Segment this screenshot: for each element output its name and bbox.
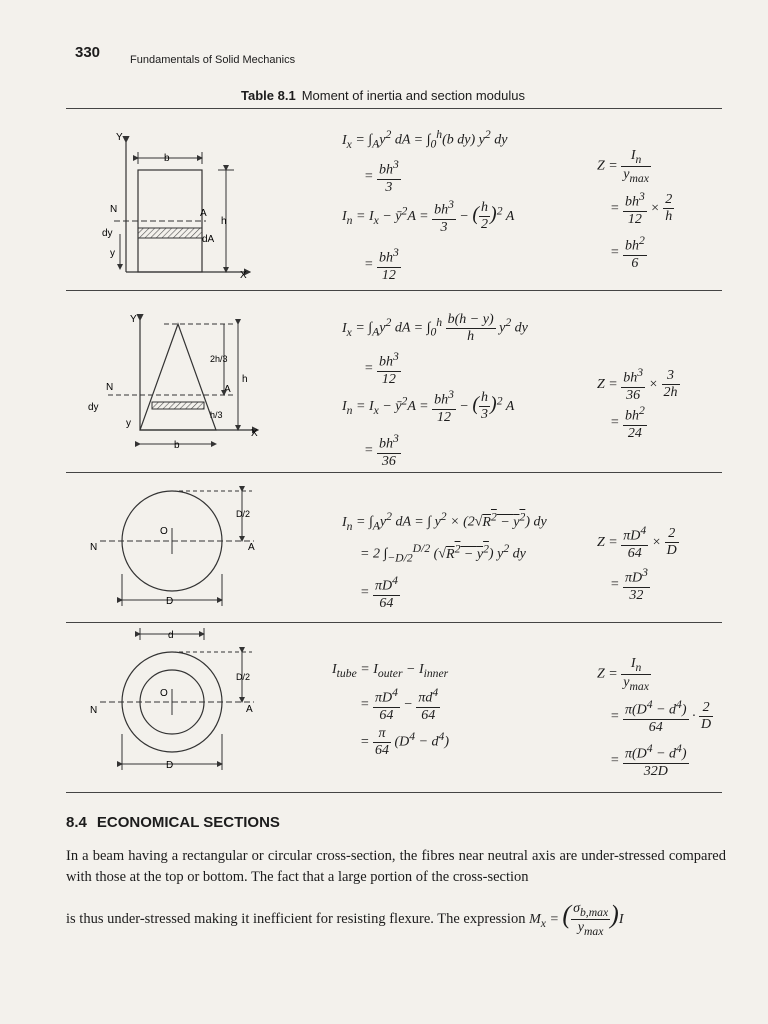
tube-inertia-line-2: = $\frac{\pi D^4}{64}$ − $\frac{\pi d^4}{64}$	[360, 686, 439, 723]
tube-section-figure	[86, 626, 266, 776]
tube-modulus-line-2: = $\frac{\pi(D^4 - d^4)}{64}$ · $\frac{2}{D}$	[610, 698, 712, 735]
rectangle-section-figure	[100, 124, 270, 284]
tube-inertia-line-1: $I_{tube} = I_{outer} - I_{inner}$	[332, 662, 449, 680]
triangle-section-figure	[86, 310, 266, 466]
label-h: h	[242, 374, 248, 385]
tri-inertia-line-4: = $\frac{bh^3}{36}$	[364, 432, 399, 469]
label-yy: y	[126, 418, 131, 429]
tube-inertia-line-3: = $\frac{\pi}{64}$ $(D^4 - d^4)$	[360, 726, 450, 758]
rect-inertia-line-4: = $\frac{bh^3}{12}$	[364, 246, 399, 283]
row-divider	[66, 290, 722, 291]
row-divider	[66, 472, 722, 473]
tube-modulus-line-1: Z = $\frac{I_n}{y_{max}}$	[597, 656, 649, 693]
table-caption	[241, 88, 525, 103]
label-b: b	[174, 440, 180, 451]
page-number: 330	[75, 44, 101, 61]
strip-dy	[152, 402, 204, 409]
rect-inertia-line-1: $I_x = \int_Ay^2$ dA = $\int_0^h(b$ dy) $y^2$ dy	[342, 128, 508, 151]
section-heading	[66, 814, 290, 831]
label-a: A	[248, 542, 255, 553]
label-y: Y	[116, 132, 123, 143]
label-a: A	[246, 704, 253, 715]
rect-inertia-line-2: = $\frac{bh^3}{3}$	[364, 158, 399, 195]
table-number: Table 8.1	[241, 88, 296, 103]
section-paragraph-1: In a beam having a rectangular or circular cross-section, the fibres near neutral axis are under-stressed compared with those at the top or bottom. The fact that a large portion of the cross-section	[66, 848, 726, 885]
label-n: N	[90, 705, 98, 716]
label-y: Y	[130, 314, 137, 325]
section-paragraph-2: is thus under-stressed making it inefficient for resisting flexure. The expression $M_x$ = ( $\frac{\sigma_{b,max}}{y_{max}}$ )I	[66, 900, 624, 939]
circle-modulus-line-2: = $\frac{\pi D^3}{32}$	[610, 566, 648, 603]
label-a: A	[224, 384, 231, 395]
label-h3: h/3	[210, 410, 223, 420]
running-title: Fundamentals of Solid Mechanics	[130, 54, 296, 66]
label-2h3: 2h/3	[210, 354, 228, 364]
rect-modulus-line-3: = $\frac{bh^2}{6}$	[610, 234, 645, 271]
section-title: ECONOMICAL SECTIONS	[96, 814, 280, 831]
label-o: O	[160, 526, 168, 537]
tri-inertia-line-1: $I_x = \int_Ay^2$ dA = $\int_0^h$ $\frac{b(h - y)}{h}$ $y^2$ dy	[342, 312, 528, 344]
circle-inertia-line-3: = $\frac{\pi D^4}{64}$	[360, 574, 398, 611]
label-a: A	[200, 208, 207, 219]
label-x: X	[240, 270, 247, 281]
label-dy: dy	[102, 228, 113, 239]
table-caption-text: Moment of inertia and section modulus	[301, 88, 525, 103]
table-bottom-rule	[66, 792, 722, 793]
strip-da	[138, 228, 202, 238]
section-number: 8.4	[66, 814, 87, 831]
label-d: D	[166, 760, 174, 771]
label-o: O	[160, 688, 168, 699]
rect-modulus-line-1: Z = $\frac{I_n}{y_{max}}$	[597, 148, 649, 185]
circle-inertia-line-1: $I_n = \int_Ay^2$ dA = ∫ $y^2 \times (2√R^2 - y^2)$ dy	[342, 510, 547, 533]
circle-inertia-line-2: = 2 $\int_{-D/2}^{D/2}$ $(√R^2 - y^2)$ $y^2$ dy	[360, 542, 526, 565]
label-d2: D/2	[236, 672, 251, 682]
tri-modulus-line-2: = $\frac{bh^2}{24}$	[610, 404, 645, 441]
row-divider	[66, 622, 722, 623]
label-n: N	[110, 204, 118, 215]
label-da: dA	[202, 234, 215, 245]
tri-inertia-line-3: $I_n = I_x$ − $ȳ^2A$ = $\frac{bh^3}{12}$ − ( $\frac{h}{3}$ )$^2$ A	[342, 388, 515, 425]
rect-modulus-line-2: = $\frac{bh^3}{12}$ × $\frac{2}{h}$	[610, 190, 673, 227]
label-yy: y	[110, 248, 115, 259]
label-n: N	[106, 382, 114, 393]
table-top-rule	[66, 108, 722, 109]
label-n: N	[90, 542, 98, 553]
label-b: b	[164, 153, 170, 164]
tri-inertia-line-2: = $\frac{bh^3}{12}$	[364, 350, 399, 387]
label-d-inner: d	[168, 630, 174, 641]
label-x: X	[251, 428, 258, 439]
tri-modulus-line-1: Z = $\frac{bh^3}{36}$ × $\frac{3}{2h}$	[597, 366, 678, 403]
circle-modulus-line-1: Z = $\frac{\pi D^4}{64}$ × $\frac{2}{D}$	[597, 524, 677, 561]
label-dy: dy	[88, 402, 99, 413]
label-h: h	[221, 216, 227, 227]
tube-modulus-line-3: = $\frac{\pi(D^4 - d^4)}{32D}$	[610, 742, 687, 779]
rect-inertia-line-3: $I_n = I_x$ − $ȳ^2A$ = $\frac{bh^3}{3}$ − ( $\frac{h}{2}$ )$^2$ A	[342, 198, 515, 235]
label-d2: D/2	[236, 509, 251, 519]
label-d: D	[166, 596, 174, 607]
circle-section-figure	[86, 484, 266, 614]
triangle-outline	[140, 324, 216, 430]
